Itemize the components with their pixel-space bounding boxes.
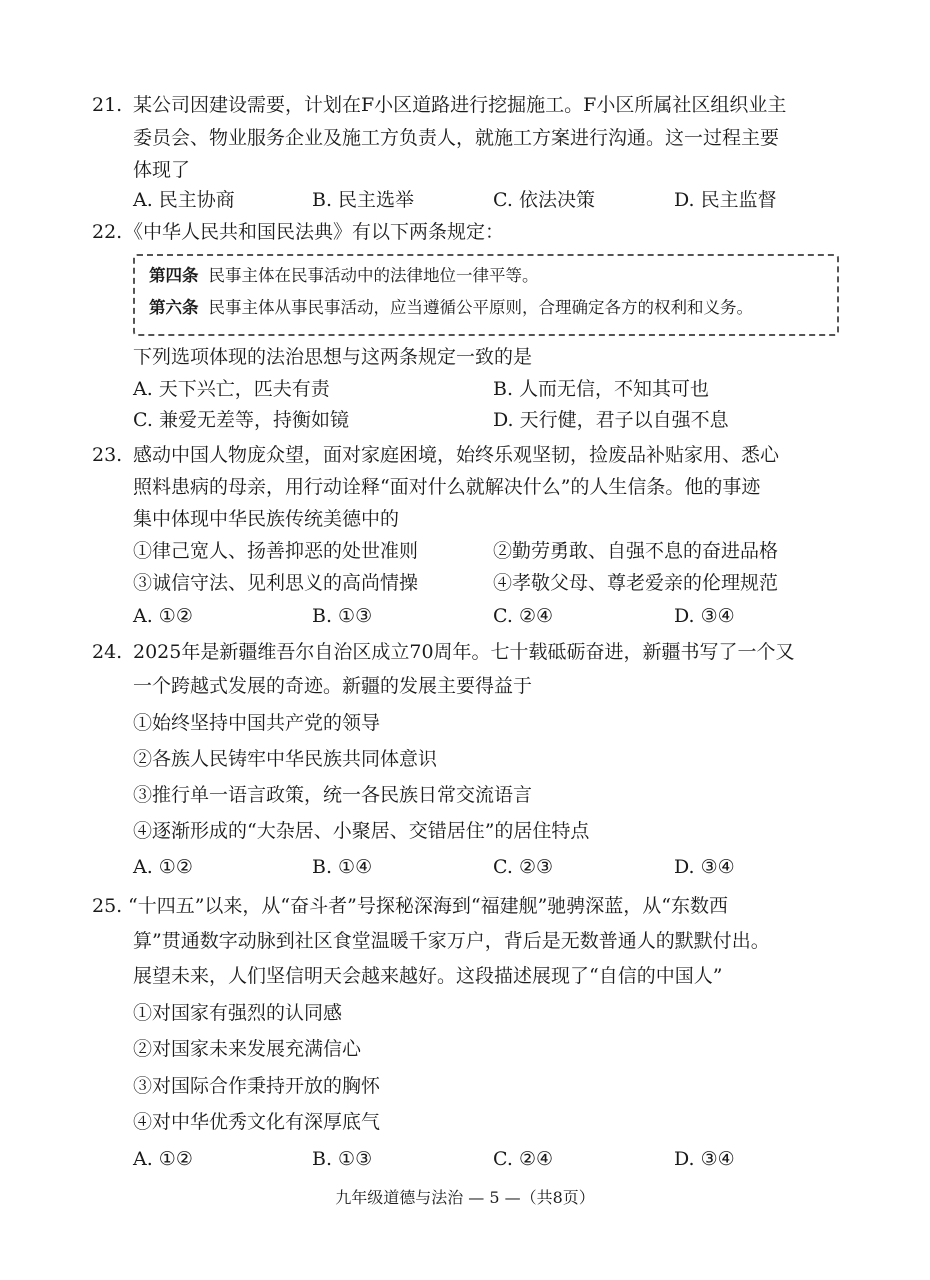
statement: ④孝敬父母、尊老爱亲的伦理规范 [493, 572, 779, 594]
question-number: 25. [92, 895, 123, 917]
statement: ③诚信守法、见利思义的高尚情操 [133, 572, 419, 594]
statement: ②勤劳勇敢、自强不息的奋进品格 [493, 540, 779, 562]
option-c: C. 兼爱无差等，持衡如镜 [133, 409, 349, 431]
question-text-line: “十四五”以来，从“奋斗者”号探秘深海到“福建舰”驰骋深蓝，从“东数西 [128, 895, 728, 917]
question-text-line: 算”贯通数字动脉到社区食堂温暖千家万户，背后是无数普通人的默默付出。 [133, 930, 770, 952]
option-b: B. 民主选举 [312, 189, 415, 211]
article-6 [149, 300, 753, 317]
option-d: D. 天行健，君子以自强不息 [493, 409, 729, 431]
article-text: 民事主体从事民事活动，应当遵循公平原则，合理确定各方的权利和义务。 [208, 298, 753, 317]
statement: ④逐渐形成的“大杂居、小聚居、交错居住”的居住特点 [133, 820, 590, 842]
option-c: C. ②④ [493, 1148, 554, 1170]
statement: ④对中华优秀文化有深厚底气 [133, 1111, 381, 1133]
statement: ③对国际合作秉持开放的胸怀 [133, 1075, 381, 1097]
statement: ③推行单一语言政策，统一各民族日常交流语言 [133, 784, 533, 806]
question-text-line: 一个跨越式发展的奇迹。新疆的发展主要得益于 [133, 675, 533, 697]
question-text-line: 展望未来，人们坚信明天会越来越好。这段描述展现了“自信的中国人” [133, 965, 723, 987]
question-number: 23. [92, 444, 123, 466]
option-b: B. ①④ [312, 856, 373, 878]
question-text-line: 下列选项体现的法治思想与这两条规定一致的是 [133, 346, 533, 368]
option-a: A. ①② [133, 856, 193, 878]
question-text-line: 感动中国人物庞众望，面对家庭困境，始终乐观坚韧，捡废品补贴家用、悉心 [133, 444, 780, 466]
option-a: A. 民主协商 [133, 189, 235, 211]
option-a: A. 天下兴亡，匹夫有责 [133, 378, 330, 400]
question-text-line: 委员会、物业服务企业及施工方负责人，就施工方案进行沟通。这一过程主要 [133, 127, 780, 149]
option-d: D. 民主监督 [674, 189, 777, 211]
option-d: D. ③④ [674, 605, 735, 627]
question-number: 21. [92, 94, 123, 116]
statement: ②各族人民铸牢中华民族共同体意识 [133, 748, 438, 770]
option-a: A. ①② [133, 1148, 193, 1170]
question-text-line: 某公司因建设需要，计划在F小区道路进行挖掘施工。F小区所属社区组织业主 [133, 94, 787, 116]
option-d: D. ③④ [674, 856, 735, 878]
page-footer: 九年级道德与法治 — 5 —（共8页） [335, 1188, 595, 1207]
question-text-line: 2025年是新疆维吾尔自治区成立70周年。七十载砥砺奋进，新疆书写了一个又 [133, 641, 795, 663]
article-text: 民事主体在民事活动中的法律地位一律平等。 [208, 266, 539, 285]
question-text-line: 集中体现中华民族传统美德中的 [133, 508, 400, 530]
question-number: 22. [92, 221, 123, 243]
option-d: D. ③④ [674, 1148, 735, 1170]
article-label: 第六条 [149, 298, 199, 317]
option-c: C. 依法决策 [493, 189, 595, 211]
option-b: B. ①③ [312, 605, 373, 627]
statement: ②对国家未来发展充满信心 [133, 1038, 362, 1060]
option-b: B. 人而无信，不知其可也 [493, 378, 710, 400]
question-text-line: 《中华人民共和国民法典》有以下两条规定： [124, 221, 505, 243]
question-number: 24. [92, 641, 123, 663]
law-articles-box [133, 254, 839, 336]
option-a: A. ①② [133, 605, 193, 627]
option-c: C. ②③ [493, 856, 554, 878]
option-b: B. ①③ [312, 1148, 373, 1170]
statement: ①律己宽人、扬善抑恶的处世准则 [133, 540, 419, 562]
statement: ①对国家有强烈的认同感 [133, 1002, 343, 1024]
article-label: 第四条 [149, 266, 199, 285]
statement: ①始终坚持中国共产党的领导 [133, 712, 381, 734]
question-text-line: 体现了 [133, 159, 191, 181]
option-c: C. ②④ [493, 605, 554, 627]
article-4 [149, 268, 539, 285]
question-text-line: 照料患病的母亲，用行动诠释“面对什么就解决什么”的人生信条。他的事迹 [133, 476, 761, 498]
